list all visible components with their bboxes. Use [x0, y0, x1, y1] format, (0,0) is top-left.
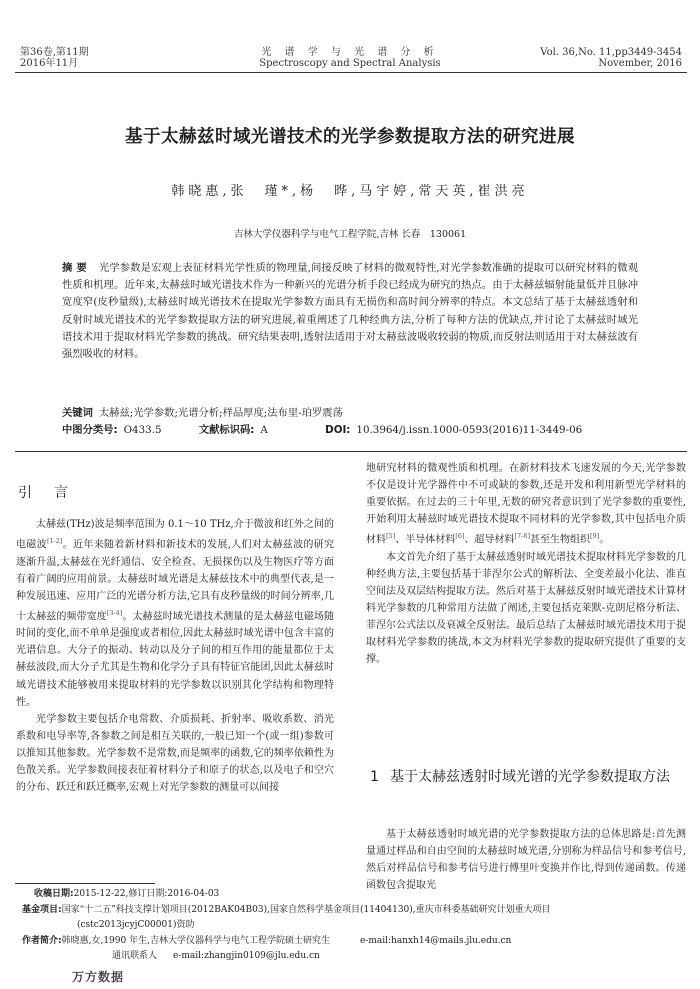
left-column [16, 516, 334, 796]
journal-name-zh: 光 谱 学 与 光 谱 分 析 [261, 47, 439, 58]
text-run: 太赫兹(THz)波是频率范围为 0.1～10 THz,介于微波和红外之间的电磁波 [16, 519, 334, 551]
footnote [20, 887, 686, 965]
publication-date: 2016年11月 [20, 58, 79, 69]
abstract-text: 光学参数是宏观上表征材料光学性质的物理量,间接反映了材料的微观特性,对光学参数准确的提取可以研究材料的微观性质和机理。近年来,太赫兹时域光谱技术作为一种新兴的光谱分析手段已经成为研究的热点。由于太赫兹辐射能量低并且脉冲宽度窄(皮秒量级),太赫兹时域光谱技术在提取光学参数方面具有无损伤和高时间分辨率的特点。本文总结了基于太赫兹透射和反射时域光谱技术的光学参数提取方法的研究进展,着重阐述了几种经典方法,分析了每种方法的优缺点,并讨论了太赫兹时域光谱技术用于提取材料光学参数的挑战。研究结果表明,透射法适用于对太赫兹波吸收较弱的物质,而反射法则适用于对太赫兹波有强烈吸收的材料。 [62, 262, 639, 361]
author-label: 作者简介: [22, 935, 62, 946]
citation: [1-2] [46, 537, 63, 546]
dates-value: 2015-12-22,修订日期:2016-04-03 [73, 889, 220, 899]
footnote-dates [20, 887, 686, 903]
corresponding-label: 通讯联系人 [112, 951, 158, 961]
abstract [62, 260, 638, 363]
footnote-corresponding [20, 949, 686, 965]
funding-value-2: (cstc2013jcyjC00001)资助 [77, 920, 195, 930]
author-list: 韩晓惠,张 瑾*,杨 晔,马宇婷,常天英,崔洪亮 [171, 184, 529, 199]
keywords-text: 太赫兹;光学参数;光谱分析;样品厚度;法布里-珀罗震荡 [98, 407, 343, 419]
citation: [7-8] [514, 532, 530, 541]
text-run: 地研究材料的微观性质和机理。在新材料技术飞速发展的今天,光学参数不仅是设计光学器件中不可或缺的参数,还是开发和利用新型光学材料的重要依据。在过去的三十年里,无数的研究者意识到了光学参数的重要性,开始利用太赫兹时域光谱技术提取不同材料的光学参数,其中包括电介质材料 [366, 463, 686, 546]
affiliation: 吉林大学仪器科学与电气工程学院,吉林 长春 130061 [233, 229, 467, 240]
author-email: e-mail:hanxh14@mails.jlu.edu.cn [359, 935, 512, 946]
doi-label: DOI: [325, 424, 351, 436]
doi-value: 10.3964/j.issn.1000-0593(2016)11-3449-06 [356, 424, 583, 436]
section-1-heading [370, 766, 390, 788]
dates-label: 收稿日期: [34, 889, 74, 899]
doc-code-label: 文献标识码: [198, 424, 255, 436]
header-rule [15, 72, 687, 73]
footnote-rule [15, 883, 155, 884]
footnote-funding-cont [20, 918, 686, 934]
right-paragraph-2: 本文首先介绍了基于太赫兹透射时域光谱技术提取材料光学参数的几种经典方法,主要包括基于菲涅尔公式的解析法、全变差最小化法、准直空间法及双层结构提取方法。然后对基于太赫兹反射时域光谱技术计算材料光学参数的几种常用方法做了阐述,主要包括克莱默-克朗尼格分析法、菲涅尔公式法以及衰减全反射法。最后总结了太赫兹时域光谱技术用于提取材料光学参数的挑战,本文为材料光学参数的提取研究提供了重要的支撑。 [366, 551, 686, 666]
intro-heading: 引 言 [18, 485, 72, 501]
volume-pages-en: Vol. 36,No. 11,pp3449-3454 [540, 47, 682, 58]
journal-name-en: Spectroscopy and Spectral Analysis [259, 58, 441, 69]
abstract-label: 摘要 [62, 262, 91, 274]
left-paragraph-1 [16, 516, 334, 711]
doc-code-value: A [260, 424, 268, 436]
right-paragraph-1 [366, 460, 686, 549]
text-run: 。 [599, 534, 610, 546]
text-run: 。太赫兹时域光谱技术测量的是太赫兹电磁场随时间的变化,而不单单是强度或者相位,因此太赫兹时域光谱中包含丰富的光谱信息。大分子的振动、转动以及分子间的相互作用的能量都位于太赫兹波段,而大分子尤其是生物和化学分子具有特征官能团,因此太赫兹时域光谱技术能够被用来提取材料的光学参数以识别其化学结构和物理特性。 [16, 611, 335, 708]
corresponding-email: e-mail:zhangjin0109@jlu.edu.cn [173, 951, 320, 961]
citation: [9] [589, 532, 600, 541]
text-run: 、超导材料 [464, 534, 515, 546]
watermark: 万方数据 [72, 970, 125, 984]
journal-pages-info [540, 47, 682, 69]
text-run: 、半导体材料 [395, 534, 456, 546]
left-paragraph-2: 光学参数主要包括介电常数、介质损耗、折射率、吸收系数、消光系数和电导率等,各参数之间是相互关联的,一般已知一个(或一组)参数可以推知其他参数。光学参数不是常数,而是频率的函数,它的频率依赖性为色散关系。光学参数间接表征着材料分子和原子的状态,以及电子和空穴的分布、跃迁和跃迁概率,宏观上对光学参数的测量可以间接 [16, 713, 334, 794]
publication-date-en: November, 2016 [598, 58, 682, 69]
funding-label: 基金项目: [22, 904, 62, 915]
keywords-label: 关键词 [62, 407, 93, 419]
right-paragraph-3: 基于太赫兹透射时域光谱的光学参数提取方法的总体思路是:首先测量通过样品和自由空间的太赫兹时域光谱,分别称为样品信号和参考信号,然后对样品信号和参考信号进行傅里叶变换并作比,得到传递函数。传递函数包含提取光 [366, 829, 686, 892]
volume-issue: 第36卷,第11期 [20, 47, 89, 58]
keywords-line [62, 405, 638, 422]
citation: [6] [455, 532, 465, 541]
funding-value: 国家“十二五”科技支撑计划项目(2012BAK04B03),国家自然科学基金项目(11404130),重庆市科委基础研究计划重大项目 [61, 904, 551, 915]
section-1-number: 1 [370, 769, 379, 785]
author-value: 韩晓惠,女,1990 年生,吉林大学仪器科学与电气工程学院硕士研究生 [61, 935, 330, 946]
keywords-block [62, 405, 638, 439]
text-run: 甚至生物组织 [529, 534, 590, 546]
right-column-continued [366, 826, 686, 894]
text-run: 。近年来随着新材料和新技术的发展,人们对太赫兹波的研究逐渐升温,太赫兹在光纤通信、安全检查、无损探伤以及生物医疗等方面有着广阔的应用前景。太赫兹时域光谱是太赫兹技术中的典型代表,是一种发展迅速、应用广泛的光谱分析方法,它具有皮秒量级的时间分辨率,几十太赫兹的频带宽度 [16, 539, 335, 623]
citation: [3-4] [106, 608, 123, 617]
classification-line [62, 422, 638, 439]
footnote-author [20, 934, 686, 950]
paper-title: 基于太赫兹时域光谱技术的光学参数提取方法的研究进展 [125, 127, 575, 147]
clc-label: 中图分类号: [62, 424, 118, 436]
right-column [366, 460, 686, 668]
footnote-funding [20, 903, 686, 919]
citation: [5] [386, 532, 396, 541]
section-1-title: 基于太赫兹透射时域光谱的光学参数提取方法 [390, 769, 670, 785]
abstract-rule [15, 451, 687, 452]
clc-value: O433.5 [123, 424, 162, 436]
